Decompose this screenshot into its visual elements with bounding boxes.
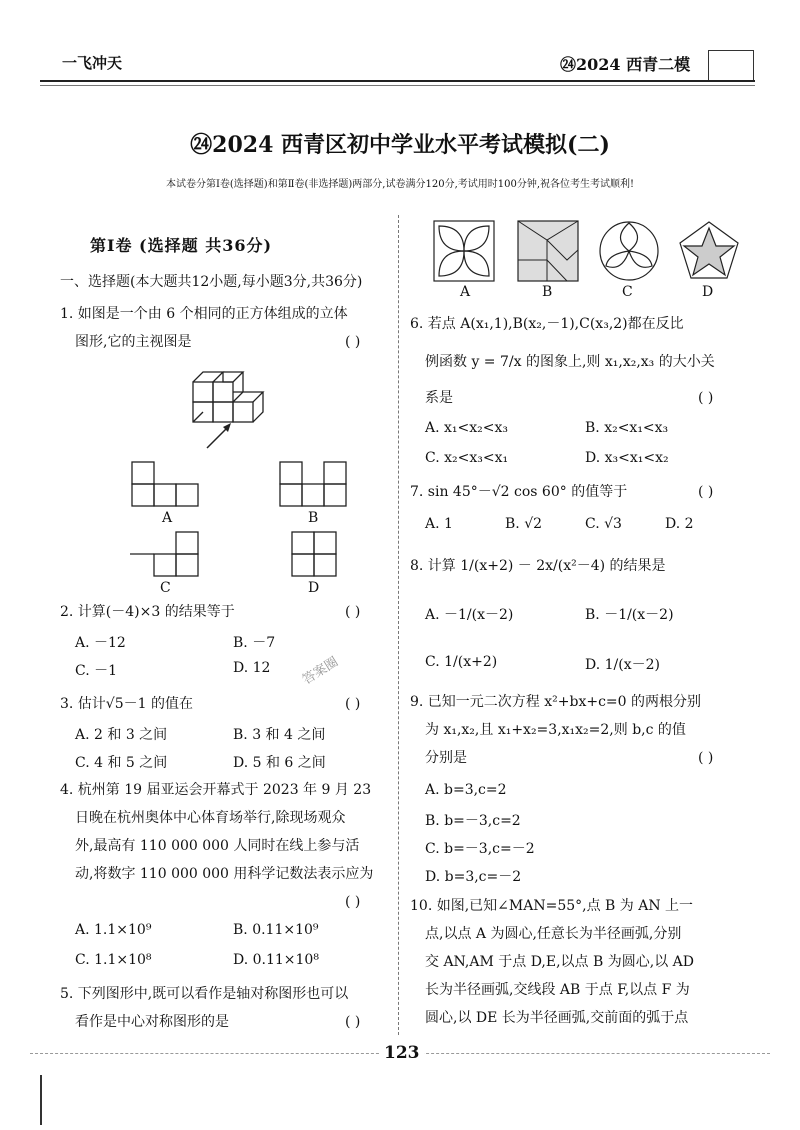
q9-stem-line2: 为 x₁,x₂,且 x₁+x₂=3,x₁x₂=2,则 b,c 的值 <box>425 722 686 738</box>
q1-option-c-label[interactable]: C <box>160 580 171 596</box>
q4-option-b[interactable]: B. 0.11×10⁹ <box>233 922 319 938</box>
q1-solid-figure <box>185 360 285 455</box>
q9-option-c[interactable]: C. b=－3,c=－2 <box>425 841 535 857</box>
q7-stem: 7. sin 45°－√2 cos 60° 的值等于 <box>410 484 628 500</box>
q4-answer-blank: ( ) <box>345 894 361 910</box>
q6-stem-line3: 系是 <box>425 390 453 406</box>
q1-view-arrow <box>205 420 235 450</box>
q1-option-d-label[interactable]: D <box>308 580 320 596</box>
q10-stem-line4: 长为半径画弧,交线段 AB 于点 F,以点 F 为 <box>425 982 690 998</box>
q3-option-b[interactable]: B. 3 和 4 之间 <box>233 727 326 743</box>
part-heading: 一、选择题(本大题共12小题,每小题3分,共36分) <box>60 274 363 290</box>
q5-answer-blank: ( ) <box>345 1014 361 1030</box>
q2-stem: 2. 计算(－4)×3 的结果等于 <box>60 604 235 620</box>
section-title: 第Ⅰ卷 (选择题 共36分) <box>90 236 273 255</box>
q10-stem-line2: 点,以点 A 为圆心,任意长为半径画弧,分别 <box>425 926 682 942</box>
q5-stem-line1: 5. 下列图形中,既可以看作是轴对称图形也可以 <box>60 986 349 1002</box>
q4-stem-line3: 外,最高有 110 000 000 人同时在线上参与活 <box>75 838 360 854</box>
q9-answer-blank: ( ) <box>698 750 714 766</box>
column-divider <box>398 215 399 1035</box>
q3-stem: 3. 估计√5－1 的值在 <box>60 696 193 712</box>
q7-option-a[interactable]: A. 1 <box>425 516 453 532</box>
q4-stem-line1: 4. 杭州第 19 届亚运会开幕式于 2023 年 9 月 23 <box>60 782 372 798</box>
q1-option-b-figure <box>278 460 348 510</box>
header-logo: 一飞冲天 <box>62 54 123 72</box>
q3-option-d[interactable]: D. 5 和 6 之间 <box>233 755 326 771</box>
q9-option-d[interactable]: D. b=3,c=－2 <box>425 869 522 885</box>
q9-stem-line3: 分别是 <box>425 750 467 766</box>
q1-stem-line1: 1. 如图是一个由 6 个相同的正方体组成的立体 <box>60 306 348 322</box>
header-rule-thin <box>40 85 755 86</box>
q5-option-c-label[interactable]: C <box>622 284 633 300</box>
q2-answer-blank: ( ) <box>345 604 361 620</box>
q1-option-c-figure <box>128 530 203 580</box>
q10-stem-line1: 10. 如图,已知∠MAN=55°,点 B 为 AN 上一 <box>410 898 694 914</box>
q5-option-d-label[interactable]: D <box>702 284 714 300</box>
q5-option-a-label[interactable]: A <box>460 284 471 300</box>
q6-option-c[interactable]: C. x₂<x₃<x₁ <box>425 450 509 466</box>
page-number: 123 <box>380 1043 424 1063</box>
q2-option-c[interactable]: C. －1 <box>75 663 118 679</box>
q7-option-b[interactable]: B. √2 <box>505 516 543 532</box>
q6-stem-line2: 例函数 y = 7/x 的图象上,则 x₁,x₂,x₃ 的大小关 <box>425 354 715 370</box>
q3-option-c[interactable]: C. 4 和 5 之间 <box>75 755 168 771</box>
header-exam-label: ㉔2024 西青二模 <box>560 55 691 74</box>
q6-stem-line1: 6. 若点 A(x₁,1),B(x₂,－1),C(x₃,2)都在反比 <box>410 316 684 332</box>
q6-option-d[interactable]: D. x₃<x₁<x₂ <box>585 450 669 466</box>
q4-stem-line4: 动,将数字 110 000 000 用科学记数法表示应为 <box>75 866 374 882</box>
margin-mark <box>40 1075 42 1125</box>
q7-option-d[interactable]: D. 2 <box>665 516 694 532</box>
q5-option-d-figure <box>678 220 740 282</box>
exam-instructions: 本试卷分第Ⅰ卷(选择题)和第Ⅱ卷(非选择题)两部分,试卷满分120分,考试用时100分钟,祝各位考生考试顺利! <box>165 179 635 190</box>
q1-option-b-label[interactable]: B <box>308 510 319 526</box>
q2-option-d[interactable]: D. 12 <box>233 660 271 676</box>
q1-option-a-figure <box>130 460 200 510</box>
q7-option-c[interactable]: C. √3 <box>585 516 622 532</box>
q3-answer-blank: ( ) <box>345 696 361 712</box>
q9-option-b[interactable]: B. b=－3,c=2 <box>425 813 521 829</box>
q7-answer-blank: ( ) <box>698 484 714 500</box>
watermark-stamp: 答案圈 <box>300 654 342 688</box>
q2-option-b[interactable]: B. －7 <box>233 635 276 651</box>
q5-option-b-figure <box>517 220 579 282</box>
q1-stem-line2: 图形,它的主视图是 <box>75 334 192 350</box>
q4-option-c[interactable]: C. 1.1×10⁸ <box>75 952 152 968</box>
q10-stem-line5: 圆心,以 DE 长为半径画弧,交前面的弧于点 <box>425 1010 689 1026</box>
q6-option-b[interactable]: B. x₂<x₁<x₃ <box>585 420 669 436</box>
q5-option-b-label[interactable]: B <box>542 284 553 300</box>
header-ornament <box>708 50 754 82</box>
q2-option-a[interactable]: A. －12 <box>75 635 126 651</box>
q9-option-a[interactable]: A. b=3,c=2 <box>425 782 507 798</box>
q3-option-a[interactable]: A. 2 和 3 之间 <box>75 727 168 743</box>
q8-option-a[interactable]: A. －1/(x－2) <box>425 607 514 623</box>
q8-option-b[interactable]: B. －1/(x－2) <box>585 607 674 623</box>
q6-option-a[interactable]: A. x₁<x₂<x₃ <box>425 420 508 436</box>
q6-answer-blank: ( ) <box>698 390 714 406</box>
page-title: ㉔2024 西青区初中学业水平考试模拟(二) <box>190 132 610 158</box>
q4-option-a[interactable]: A. 1.1×10⁹ <box>75 922 152 938</box>
q8-option-c[interactable]: C. 1/(x+2) <box>425 654 498 670</box>
q9-stem-line1: 9. 已知一元二次方程 x²+bx+c=0 的两根分别 <box>410 694 702 710</box>
q10-stem-line3: 交 AN,AM 于点 D,E,以点 B 为圆心,以 AD <box>425 954 694 970</box>
q8-stem: 8. 计算 1/(x+2) － 2x/(x²－4) 的结果是 <box>410 558 666 574</box>
q5-stem-line2: 看作是中心对称图形的是 <box>75 1014 229 1030</box>
q5-option-c-figure <box>598 220 660 282</box>
q4-stem-line2: 日晚在杭州奥体中心体育场举行,除现场观众 <box>75 810 346 826</box>
q5-option-a-figure <box>433 220 495 282</box>
q1-option-d-figure <box>290 530 340 580</box>
header-rule <box>40 80 755 82</box>
q1-option-a-label[interactable]: A <box>162 510 173 526</box>
q4-option-d[interactable]: D. 0.11×10⁸ <box>233 952 319 968</box>
q1-answer-blank: ( ) <box>345 334 361 350</box>
q8-option-d[interactable]: D. 1/(x－2) <box>585 657 660 673</box>
